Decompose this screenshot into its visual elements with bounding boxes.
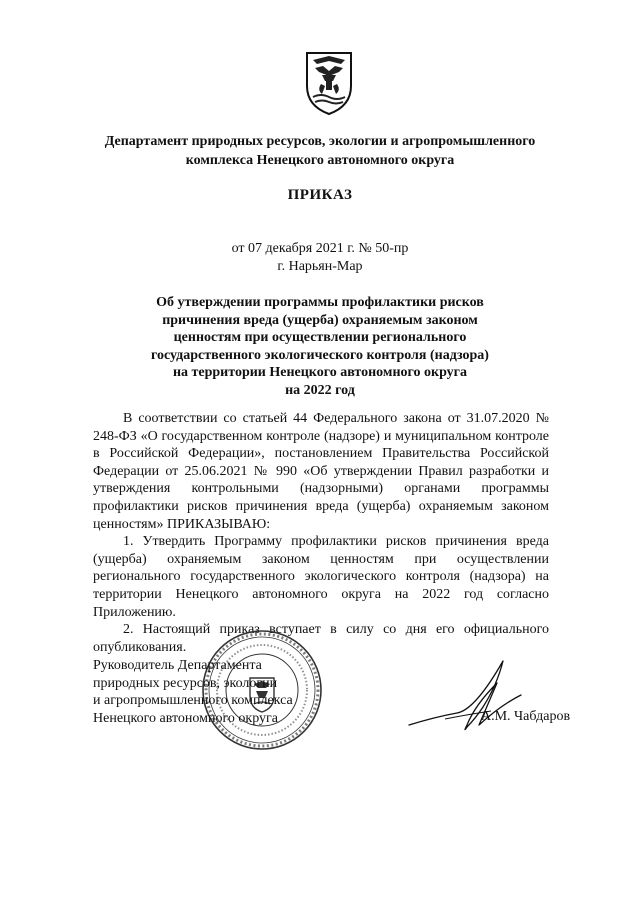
subject-line: на 2022 год bbox=[285, 382, 355, 398]
order-item-2: 2. Настоящий приказ вступает в силу со дня его официального опубликования. bbox=[93, 622, 549, 655]
document-date-block bbox=[60, 240, 580, 276]
subject-line: ценностям при осуществлении регионального bbox=[173, 330, 467, 345]
document-subject bbox=[120, 294, 520, 399]
signatory-line: Ненецкого автономного округа bbox=[93, 710, 278, 726]
department-line: комплекса Ненецкого автономного округа bbox=[185, 153, 455, 168]
signatory-line: и агропромышленного комплекса bbox=[93, 693, 293, 708]
coat-of-arms-icon bbox=[303, 50, 355, 116]
signatory-line: природных ресурсов, экологии bbox=[93, 675, 278, 691]
document-date: от 07 декабря 2021 г. № 50-пр bbox=[231, 241, 409, 256]
document-place: г. Нарьян-Мар bbox=[277, 259, 363, 274]
order-item-1: 1. Утвердить Программу профилактики рисков причинения вреда (ущерба) охраняемым законом ценностям при осуществлении регионального государственного экологического контроля (надзора) на территории Ненецкого автономного округа на 2022 год согласно Приложению. bbox=[93, 534, 549, 620]
document-type: ПРИКАЗ bbox=[287, 187, 353, 203]
preamble-paragraph: В соответствии со статьей 44 Федерального закона от 31.07.2020 № 248-ФЗ «О государственном контроле (надзоре) и муниципальном контроле в Российской Федерации», постановлением Правительства Российской Федерации от 25.06.2021 № 990 «Об утверждении Правил разработки и утверждения контрольными (надзорными) органами программы профилактики рисков причинения вреда (ущерба) охраняемым законом ценностям» ПРИКАЗЫВАЮ: bbox=[93, 411, 549, 532]
document-body bbox=[93, 410, 549, 656]
signatory-name: А.М. Чабдаров bbox=[481, 709, 571, 724]
subject-line: Об утверждении программы профилактики рисков bbox=[156, 295, 484, 310]
department-line: Департамент природных ресурсов, экологии и агропромышленного bbox=[104, 134, 536, 149]
department-name bbox=[60, 132, 580, 170]
subject-line: причинения вреда (ущерба) охраняемым законом bbox=[162, 312, 478, 328]
subject-line: на территории Ненецкого автономного округа bbox=[172, 365, 468, 380]
handwritten-signature-icon bbox=[405, 655, 525, 745]
signatory-position bbox=[93, 657, 323, 727]
signatory-line: Руководитель Департамента bbox=[93, 658, 262, 673]
subject-line: государственного экологического контроля (надзора) bbox=[151, 347, 489, 363]
